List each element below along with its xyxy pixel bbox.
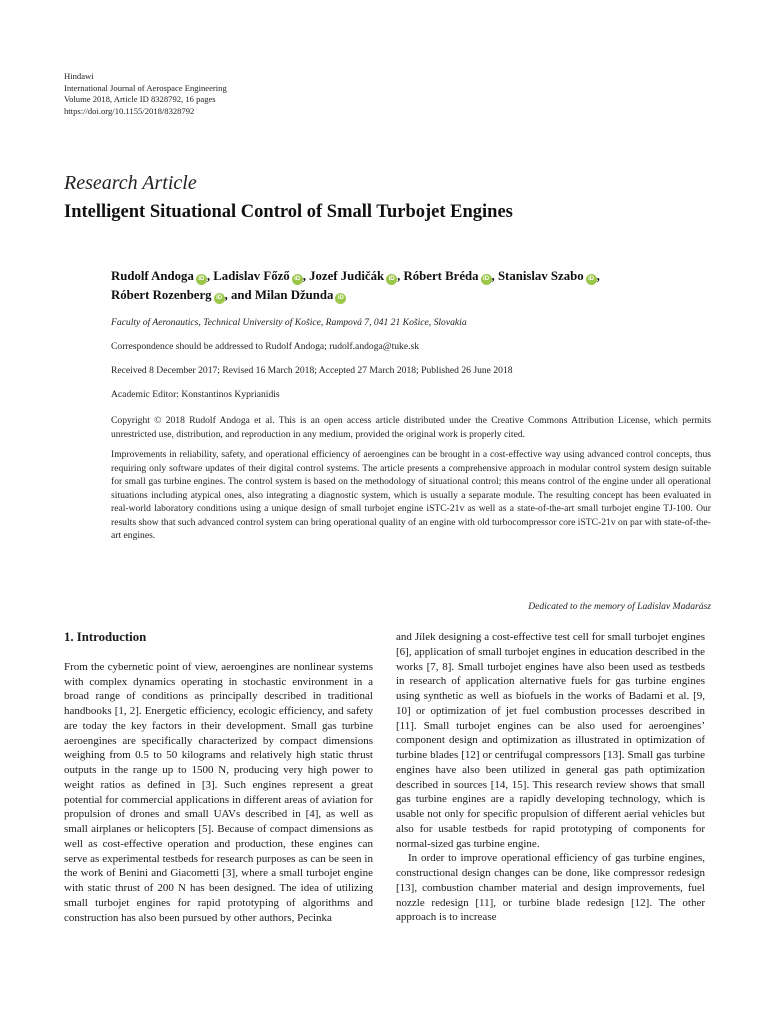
orcid-icon[interactable]: iD bbox=[214, 293, 225, 304]
body-paragraph: and Jílek designing a cost-effective test cell for small turbojet engines [6], application of small turbojet engines in education described in the works [7, 8]. Small turbojet engines have also been used as testbeds in research of application alternative fuels for gas turbine engines using synthetic as well as biofuels in the works of Badami et al. [9, 10] or optimization of jet fuel combustion processes described in [11]. Small turbojet engines can be also used for aeroengines’ component design and optimization as illustrated in optimization of turbine blades [12] or centrifugal compressors [13]. Small gas turbine engines have also been utilized in general gas path optimization described in sources [14, 15]. This research review shows that small gas turbine engines are a rapidly developing technology, which is usable not only for specific propulsion of different aerial vehicles but also for usable testbeds for rapid prototyping of components for normal-sized gas turbine engine. bbox=[396, 631, 705, 850]
publisher-name: Hindawi bbox=[64, 71, 94, 81]
author-name: Róbert Bréda bbox=[403, 269, 479, 283]
copyright-notice: Copyright © 2018 Rudolf Andoga et al. This is an open access article distributed under the Creative Commons Attribution License, which permits unrestricted use, distribution, and reproduction in any medium, provided the original work is properly cited. bbox=[111, 415, 711, 440]
doi-link[interactable]: https://doi.org/10.1155/2018/8328792 bbox=[64, 105, 195, 116]
author-entry bbox=[255, 288, 347, 302]
author-name: Milan Džunda bbox=[254, 288, 334, 302]
dedication: Dedicated to the memory of Ladislav Madarász bbox=[528, 601, 711, 612]
publication-dates: Received 8 December 2017; Revised 16 March 2018; Accepted 27 March 2018; Published 26 June 2018 bbox=[111, 365, 513, 376]
author-separator: , bbox=[302, 269, 310, 283]
body-paragraph: In order to improve operational efficiency of gas turbine engines, constructional design changes can be done, like compressor redesign [13], combustion chamber material and design improvements, fuel nozzle redesign [11], or turbine blade redesign [12]. The other approach is to increase bbox=[396, 852, 705, 924]
section-heading: 1. Introduction bbox=[64, 630, 147, 644]
abstract: Improvements in reliability, safety, and operational efficiency of aeroengines can be brought in a cost-effective way using advanced control concepts, thus requiring only software updates of their digital control systems. The article presents a comprehensive approach in modular control system design suitable for small gas turbine engines. The control system is based on the methodology of situational control; this means control of the engine under all operational situations including atypical ones, also integrating a diagnostic system, which is usually a separate module. The resulting concept has been evaluated in real-world laboratory conditions using a unique design of small turbojet engine iSTC-21v as well as a state-of-the-art small turbojet engine TJ-100. Our results show that such advanced control system can bring operational quality of an engine with old turbocompressor core iSTC-21v on par with state-of-the-art engines. bbox=[111, 449, 711, 541]
author-separator: , bbox=[206, 269, 214, 283]
author-separator: , bbox=[491, 269, 498, 283]
author-name: Jozef Judičák bbox=[309, 269, 385, 283]
volume-info: Volume 2018, Article ID 8328792, 16 pages bbox=[64, 94, 216, 105]
author-list bbox=[111, 267, 711, 305]
author-entry bbox=[498, 269, 600, 283]
author-separator: , and bbox=[224, 288, 255, 302]
author-entry bbox=[404, 269, 498, 283]
author-entry bbox=[309, 269, 403, 283]
author-entry bbox=[213, 269, 309, 283]
orcid-icon[interactable]: iD bbox=[481, 274, 492, 285]
left-column bbox=[64, 630, 373, 925]
academic-editor: Academic Editor: Konstantinos Kyprianidis bbox=[111, 389, 280, 400]
orcid-icon[interactable]: iD bbox=[386, 274, 397, 285]
paper-title: Intelligent Situational Control of Small Turbojet Engines bbox=[64, 202, 513, 222]
author-name: Stanislav Szabo bbox=[497, 269, 584, 283]
author-separator: , bbox=[596, 269, 600, 283]
journal-masthead bbox=[64, 71, 227, 117]
journal-name: International Journal of Aerospace Engineering bbox=[64, 82, 227, 93]
orcid-icon[interactable]: iD bbox=[586, 274, 597, 285]
orcid-icon[interactable]: iD bbox=[196, 274, 207, 285]
author-separator: , bbox=[397, 269, 404, 283]
orcid-icon[interactable]: iD bbox=[335, 293, 346, 304]
article-type: Research Article bbox=[64, 172, 197, 194]
author-entry bbox=[111, 288, 255, 302]
affiliation: Faculty of Aeronautics, Technical University of Košice, Rampová 7, 041 21 Košice, Slovakia bbox=[111, 317, 467, 328]
orcid-icon[interactable]: iD bbox=[292, 274, 303, 285]
right-column bbox=[396, 630, 705, 925]
author-name: Róbert Rozenberg bbox=[111, 288, 212, 302]
body-paragraph: From the cybernetic point of view, aeroengines are nonlinear systems with complex dynamics operating in stochastic environment in a broad range of conditions as principally described in traditional handbooks [1, 2]. Energetic efficiency, ecologic efficiency, and safety are today the key factors in their development. Small gas turbine aeroengines are specifically characterized by compact dimensions weighing from 0.5 to 50 kilograms and relatively high static thrust outputs in the range up to 1500 N, producing very high power to weight ratios as defined in [3]. Such engines represent a great potential for commercial applications in different areas of aviation for propulsion of drones and small UAVs described in [4], as well as small airplanes or helicopters [5]. Because of compact dimensions as well as cost-effective operation and production, these engines can serve as experimental testbeds for research purposes as can be seen in the work of Benini and Giacometti [3], where a small turbojet engine with static thrust of 200 N has been designed. The idea of utilizing small turbojet engines for rapid prototyping of algorithms and construction has also been pursued by other authors, Pecinka bbox=[64, 660, 373, 924]
author-name: Ladislav Főző bbox=[213, 269, 290, 283]
author-name: Rudolf Andoga bbox=[111, 269, 194, 283]
correspondence: Correspondence should be addressed to Rudolf Andoga; rudolf.andoga@tuke.sk bbox=[111, 341, 420, 352]
author-entry bbox=[111, 269, 213, 283]
